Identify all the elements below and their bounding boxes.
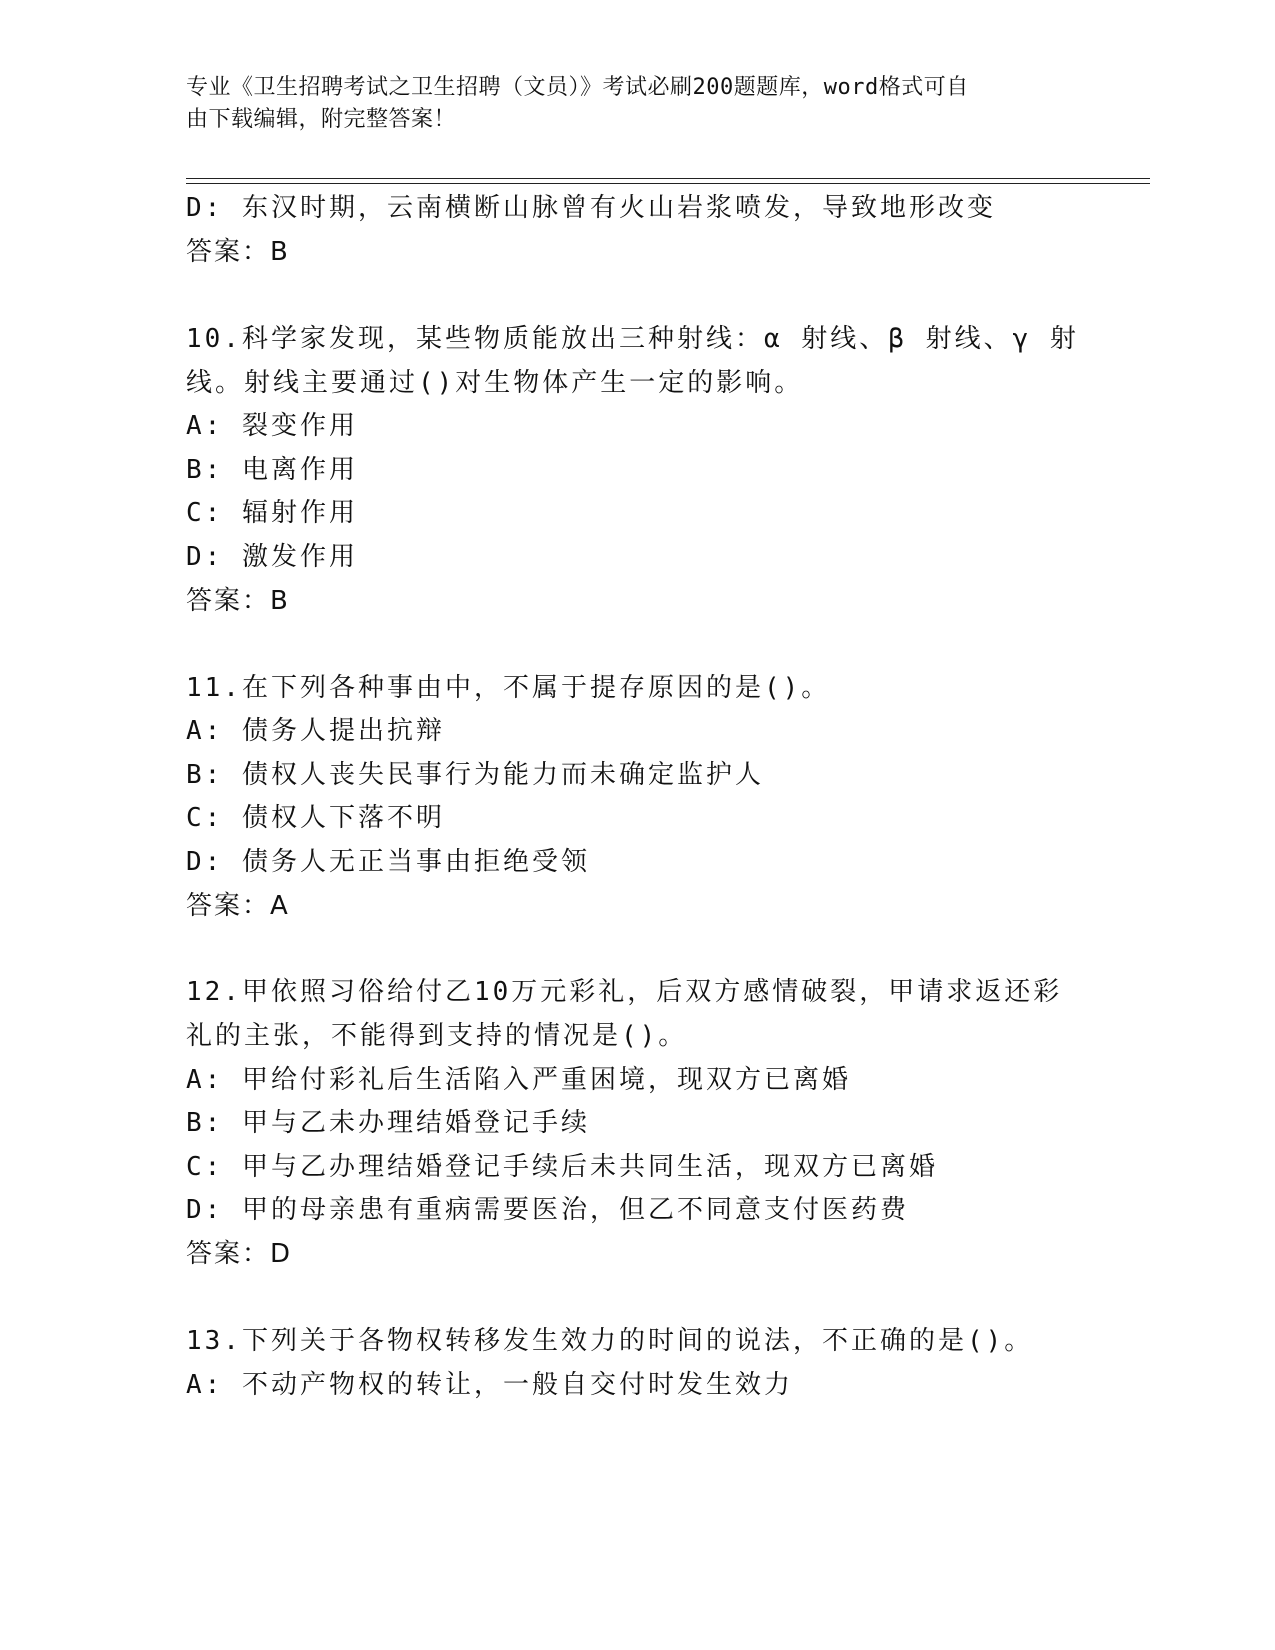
q11-option-d: D: 债务人无正当事由拒绝受领 [186, 847, 590, 877]
header-line-1: 专业《卫生招聘考试之卫生招聘（文员）》考试必刷200题题库，word格式可自 [186, 75, 969, 100]
document-header [186, 72, 1066, 136]
q12-option-a: A: 甲给付彩礼后生活陷入严重困境，现双方已离婚 [186, 1065, 851, 1095]
q11-stem-line-1: 11.在下列各种事由中，不属于提存原因的是()。 [186, 673, 831, 703]
q12-stem-line-2: 礼的主张，不能得到支持的情况是()。 [186, 1021, 688, 1051]
q13-stem-line-1: 13.下列关于各物权转移发生效力的时间的说法，不正确的是()。 [186, 1326, 1034, 1356]
q12-option-c: C: 甲与乙办理结婚登记手续后未共同生活，现双方已离婚 [186, 1152, 938, 1182]
q10-option-d: D: 激发作用 [186, 542, 358, 572]
header-divider-top [186, 178, 1150, 179]
q11-option-a: A: 债务人提出抗辩 [186, 716, 445, 746]
q10-option-c: C: 辐射作用 [186, 498, 358, 528]
q11-option-c: C: 债权人下落不明 [186, 803, 445, 833]
q10-option-a: A: 裂变作用 [186, 411, 358, 441]
q11-answer: 答案：A [186, 891, 290, 921]
q11-option-b: B: 债权人丧失民事行为能力而未确定监护人 [186, 760, 764, 790]
q10-answer: 答案：B [186, 586, 290, 616]
q10-stem-line-2: 线。射线主要通过()对生物体产生一定的影响。 [186, 368, 804, 398]
q12-option-d: D: 甲的母亲患有重病需要医治，但乙不同意支付医药费 [186, 1195, 909, 1225]
header-divider-bottom [186, 183, 1150, 184]
q12-option-b: B: 甲与乙未办理结婚登记手续 [186, 1108, 590, 1138]
q10-option-b: B: 电离作用 [186, 455, 358, 485]
q12-answer: 答案：D [186, 1239, 293, 1269]
q13-option-a: A: 不动产物权的转让，一般自交付时发生效力 [186, 1370, 793, 1400]
prev-answer: 答案：B [186, 237, 290, 267]
q12-stem-line-1: 12.甲依照习俗给付乙10万元彩礼，后双方感情破裂，甲请求返还彩 [186, 977, 1063, 1007]
header-line-2: 由下载编辑，附完整答案！ [186, 107, 457, 132]
q10-stem-line-1: 10.科学家发现，某些物质能放出三种射线：α 射线、β 射线、γ 射 [186, 324, 1079, 354]
prev-option-d: D: 东汉时期，云南横断山脉曾有火山岩浆喷发，导致地形改变 [186, 193, 996, 223]
